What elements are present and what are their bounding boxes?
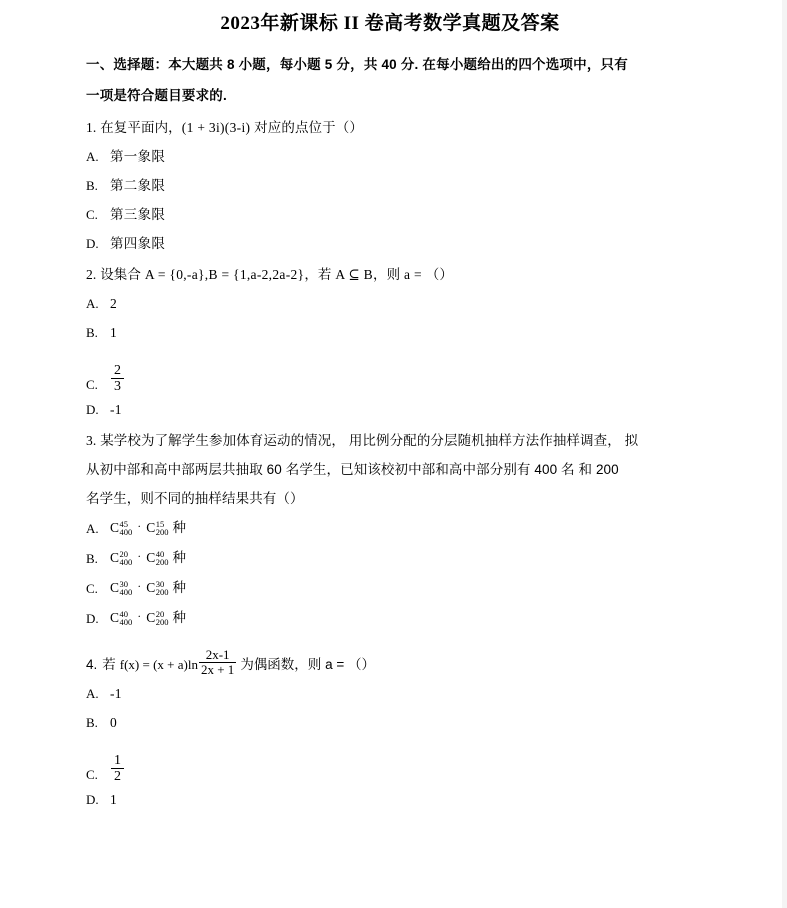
question-4-stem-post: 为偶函数，则 a = （）: [240, 657, 375, 672]
question-2-option-c[interactable]: [86, 349, 694, 395]
combination-expression: [110, 603, 186, 633]
combination-subscript: 400: [119, 617, 133, 628]
combination-subscript: 400: [119, 527, 133, 538]
combination-subscript: 200: [155, 587, 169, 598]
combination-superscript: 20: [119, 548, 129, 559]
combination-expression: [110, 573, 186, 603]
question-2-stem-post: ，则: [372, 267, 401, 282]
option-label: D.: [86, 792, 99, 807]
section-header-line-1: 一、选择题：本大题共 8 小题，每小题 5 分，共 40 分. 在每小题给出的四个选项中，只有: [86, 57, 628, 72]
option-label: A.: [86, 686, 99, 701]
combination-symbol: C: [146, 550, 156, 565]
option-label: C.: [86, 767, 98, 782]
question-3-option-a[interactable]: [86, 513, 694, 543]
question-3-option-d[interactable]: [86, 603, 694, 633]
combination-superscript: 30: [155, 578, 165, 589]
question-1-option-a[interactable]: [86, 142, 694, 171]
option-label: A.: [86, 149, 99, 164]
combination-superscript: 45: [119, 518, 129, 529]
question-2-stem-pre: 设集合: [100, 267, 141, 282]
combination-symbol: C: [110, 520, 120, 535]
question-2-stem-mid: ，若: [304, 267, 332, 282]
question-1-stem-post: 对应的点位于（）: [254, 120, 363, 135]
question-1-number: 1.: [86, 120, 97, 135]
question-3-stem-line-3: 名学生，则不同的抽样结果共有（）: [86, 491, 304, 506]
option-label: A.: [86, 521, 99, 536]
combination-symbol: C: [146, 580, 156, 595]
option-label: D.: [86, 236, 99, 251]
page-title: 2023年新课标 II 卷高考数学真题及答案: [220, 13, 560, 34]
fraction-denominator: 3: [111, 378, 124, 395]
section-header: [86, 49, 694, 111]
question-4-number: 4.: [86, 657, 98, 672]
question-3-stem-line-2: 从初中部和高中部两层共抽取 60 名学生，已知该校初中部和高中部分别有 400 名 和 200: [86, 462, 619, 477]
option-fraction: [111, 363, 124, 395]
function-fraction: [199, 648, 236, 678]
question-2-stem: [86, 260, 694, 289]
combination-symbol: C: [110, 610, 120, 625]
question-4-option-a[interactable]: [86, 679, 694, 708]
option-label: B.: [86, 715, 98, 730]
combination-subscript: 200: [155, 557, 169, 568]
option-unit: 种: [172, 550, 187, 565]
option-label: B.: [86, 551, 98, 566]
option-value: -1: [110, 686, 122, 701]
question-1-stem: [86, 113, 694, 142]
option-value: 第三象限: [110, 207, 166, 222]
question-1-option-b[interactable]: [86, 171, 694, 200]
question-1-stem-pre: 在复平面内，: [100, 120, 182, 135]
combination-subscript: 200: [155, 527, 169, 538]
combination-symbol: C: [146, 520, 156, 535]
question-4-function-expression: [120, 648, 238, 679]
combination-superscript: 40: [119, 608, 129, 619]
combination-expression: [110, 513, 186, 543]
option-value: 第一象限: [110, 149, 166, 164]
question-3-option-c[interactable]: [86, 573, 694, 603]
option-value: -1: [110, 402, 122, 417]
combination-expression: [110, 543, 186, 573]
option-value: 1: [110, 325, 118, 340]
option-label: C.: [86, 377, 98, 392]
option-value: 第四象限: [110, 236, 166, 251]
combination-superscript: 40: [155, 548, 165, 559]
option-label: B.: [86, 178, 98, 193]
question-3-option-b[interactable]: [86, 543, 694, 573]
question-4: [86, 635, 694, 814]
option-label: C.: [86, 581, 98, 596]
section-header-line-2: 一项是符合题目要求的.: [86, 88, 227, 103]
question-1: [86, 113, 694, 258]
question-3-stem-line-1: 某学校为了解学生参加体育运动的情况， 用比例分配的分层随机抽样方法作抽样调查， 拟: [100, 433, 639, 448]
question-2-set-expression: A = {0,-a},B = {1,a-2,2a-2}: [144, 267, 305, 282]
fraction-denominator: 2: [111, 768, 124, 785]
question-4-stem-pre: 若: [102, 657, 116, 672]
question-2-variable-expression: a =: [404, 267, 422, 282]
option-label: A.: [86, 296, 99, 311]
fraction-numerator: 2x-1: [205, 646, 230, 662]
fraction-numerator: 1: [114, 752, 121, 768]
combination-symbol: C: [110, 580, 120, 595]
combination-subscript: 400: [119, 557, 133, 568]
multiplication-dot: ·: [137, 609, 142, 623]
question-4-option-d[interactable]: [86, 785, 694, 814]
fraction-numerator: 2: [114, 362, 121, 378]
option-unit: 种: [172, 610, 187, 625]
question-3-number: 3.: [86, 433, 97, 448]
multiplication-dot: ·: [137, 579, 142, 593]
question-4-option-c[interactable]: [86, 739, 694, 785]
question-3-stem: [86, 426, 694, 513]
combination-symbol: C: [146, 610, 156, 625]
fraction-denominator: 2x + 1: [200, 662, 235, 678]
combination-subscript: 400: [119, 587, 133, 598]
question-4-option-b[interactable]: [86, 708, 694, 737]
option-label: C.: [86, 207, 98, 222]
option-value: 0: [110, 715, 118, 730]
question-1-option-c[interactable]: [86, 200, 694, 229]
option-label: D.: [86, 402, 99, 417]
combination-superscript: 20: [155, 608, 165, 619]
option-label: B.: [86, 325, 98, 340]
multiplication-dot: ·: [137, 549, 142, 563]
question-2-subset-expression: A ⊆ B: [335, 267, 373, 282]
combination-symbol: C: [110, 550, 120, 565]
combination-subscript: 200: [155, 617, 169, 628]
option-unit: 种: [172, 580, 187, 595]
multiplication-dot: ·: [137, 519, 142, 533]
option-label: D.: [86, 611, 99, 626]
question-3: [86, 426, 694, 633]
question-2-stem-end: （）: [425, 267, 453, 282]
combination-superscript: 30: [119, 578, 129, 589]
question-2-option-a[interactable]: [86, 289, 694, 318]
question-1-expression: (1 + 3i)(3-i): [181, 120, 251, 135]
option-unit: 种: [172, 520, 187, 535]
question-2-number: 2.: [86, 267, 97, 282]
function-head: f(x) = (x + a)ln: [119, 657, 198, 672]
option-value: 2: [110, 296, 118, 311]
question-2-option-d[interactable]: [86, 395, 694, 424]
option-value: 1: [110, 792, 118, 807]
question-2: [86, 260, 694, 424]
question-1-option-d[interactable]: [86, 229, 694, 258]
question-2-option-b[interactable]: [86, 318, 694, 347]
option-fraction: [111, 753, 124, 785]
question-4-stem: [86, 635, 694, 679]
combination-superscript: 15: [155, 518, 165, 529]
option-value: 第二象限: [110, 178, 166, 193]
